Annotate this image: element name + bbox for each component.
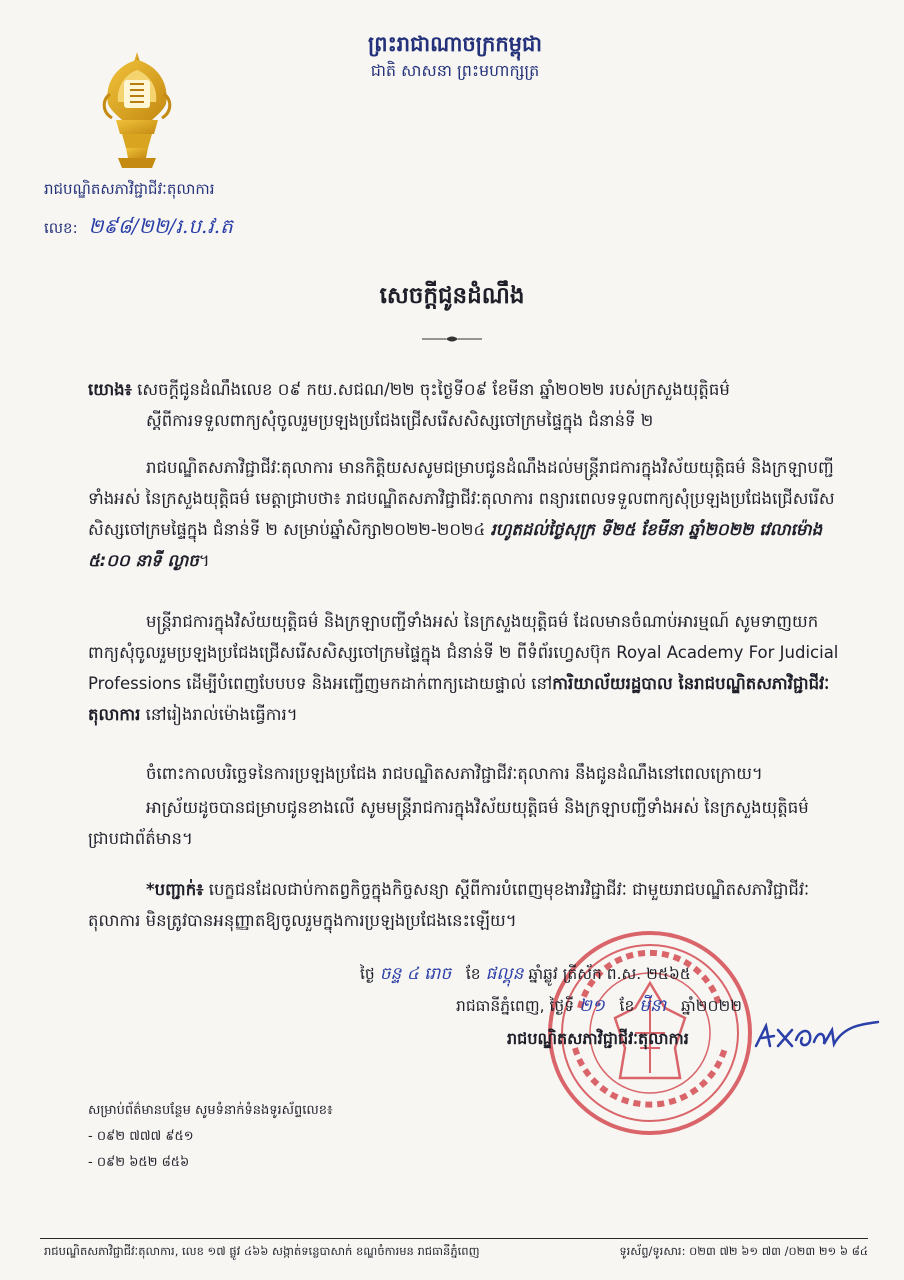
contact-phone-2: - ០៩២ ៦៥២ ៨៥៦ [88,1155,190,1170]
lunar-month-label: ខែ [465,965,481,983]
lunar-date [360,958,860,990]
note-block [88,874,840,936]
reference-block [88,374,840,436]
reference-label: យោង៖ [88,380,132,399]
reference-number-value: ២៩៨/២២/រ.ប.វ.ត [88,214,233,238]
reference-line-2: ស្តីពីការទទួលពាក្យសុំចូលរួមប្រឡងប្រជែងជ្រើសរើសសិស្សចៅក្រមផ្ទៃក្នុង ជំនាន់ទី ២ [146,411,654,430]
paragraph-4-text: អាស្រ័យដូចបានជម្រាបជូនខាងលើ សូមមន្ត្រីរាជការក្នុងវិស័យយុត្តិធម៌ និងក្រឡាបញ្ជីទាំងអស់ នៃក្រសួងយុត្តិធម៌ ជ្រាបជាព័ត៌មាន។ [88,798,809,848]
paragraph-1-text: រាជបណ្ឌិតសភាវិជ្ជាជីវៈតុលាការ មានកិត្តិយសសូមជម្រាបជូនដំណឹងដល់មន្ត្រីរាជការក្នុងវិស័យយុត្តិធម៌ និងក្រឡាបញ្ជីទាំងអស់ នៃក្រសួងយុត្តិធម៌ មេត្តាជ្រាបថា៖ រាជបណ្ឌិតសភាវិជ្ជាជីវៈតុលាការ ពន្យារពេលទទួលពាក្យសុំប្រឡងប្រជែងជ្រើសរើសសិស្សចៅក្រមផ្ទៃក្នុង ជំនាន់ទី ២ សម្រាប់ឆ្នាំសិក្សា២០២២-២០២៤ [88,458,835,539]
lunar-day: ចន្ទ ៤ រោច [379,964,452,984]
sender-name: រាជបណ្ឌិតសភាវិជ្ជាជីវៈតុលាការ [44,180,215,198]
lunar-month: ផល្គុន [485,964,524,984]
paragraph-4 [88,792,840,854]
contact-info [88,1098,333,1176]
footer-address: រាជបណ្ឌិតសភាវិជ្ជាជីវៈតុលាការ, លេខ ១៧ ផ្លូវ ៤៦៦ សង្កាត់ទន្លេបាសាក់ ខណ្ឌចំការមន រាជធានីភ្នំពេញ [44,1244,480,1258]
place-prefix: រាជធានីភ្នំពេញ, ថ្ងៃទី [456,997,575,1015]
reference-number [44,213,233,243]
note-text: បេក្ខជនដែលជាប់កាតព្វកិច្ចក្នុងកិច្ចសន្យា ស្តីពីការបំពេញមុខងារវិជ្ជាជីវៈ ជាមួយរាជបណ្ឌិតសភាវិជ្ជាជីវៈតុលាការ មិនត្រូវបានអនុញ្ញាតឱ្យចូលរួមក្នុងការប្រឡងប្រជែងនេះឡើយ។ [88,880,810,930]
contact-phone-1: - ០៩២ ៧៧៧ ៩៥១ [88,1129,194,1144]
deadline-emphasis: រហូតដល់ថ្ងៃសុក្រ ទី២៥ ខែមីនា ឆ្នាំ២០២២ វេលាម៉ោង ៥:០០ នាទី ល្ងាច [88,520,823,570]
royal-emblem-icon [96,50,178,174]
solar-month-label: ខែ [619,997,635,1015]
footer-divider [40,1238,868,1239]
page-title: សេចក្តីជូនដំណឹង [379,283,525,309]
reference-number-label: លេខ: [44,219,78,237]
footer-phone: ទូរស័ព្ទ/ទូរសារ: ០២៣ ៧២ ៦១ ៧៣ /០២៣ ២១ ៦ ៨៤ [619,1244,868,1258]
date-block [360,958,860,1022]
contact-intro: សម្រាប់ព័ត៌មានបន្ថែម សូមទំនាក់ទំនងទូរស័ព្ទលេខ៖ [88,1103,333,1118]
kingdom-name: ព្រះរាជាណាចក្រកម្ពុជា [367,32,542,56]
signature-icon [752,1016,882,1056]
paragraph-3-text: ចំពោះកាលបរិច្ឆេទនៃការប្រឡងប្រជែង រាជបណ្ឌិតសភាវិជ្ជាជីវៈតុលាការ នឹងជូនដំណឹងនៅពេលក្រោយ។ [146,764,763,783]
paragraph-2-end: នៅរៀងរាល់ម៉ោងធ្វើការ។ [140,705,298,724]
solar-year: ឆ្នាំ២០២២ [681,997,742,1015]
signer-name: រាជបណ្ឌិតសភាវិជ្ជាជីវៈតុលាការ [507,1029,689,1048]
lunar-year: ឆ្នាំឆ្លូវ ត្រីស័ក ព.ស. ២៥៦៥ [528,965,691,983]
paragraph-2-text: មន្ត្រីរាជការក្នុងវិស័យយុត្តិធម៌ និងក្រឡាបញ្ជីទាំងអស់ នៃក្រសួងយុត្តិធម៌ ដែលមានចំណាប់អារម្មណ៍ សូមទាញយកពាក្យសុំចូលរួមប្រឡងប្រជែងជ្រើសរើសសិស្សចៅក្រមផ្ទៃក្នុង ជំនាន់ទី ២ ពីទំព័រហ្វេសប៊ុក Royal Academy For Judicial Professions ដើម្បីបំពេញបែបបទ និងអញ្ជើញមកដាក់ពាក្យដោយផ្ទាល់ នៅ [88,612,839,693]
national-motto: ជាតិ សាសនា ព្រះមហាក្សត្រ [370,61,540,80]
paragraph-1 [88,452,840,576]
paragraph-1-end: ។ [198,551,210,570]
office-location: ការិយាល័យរដ្ឋបាល នៃរាជបណ្ឌិតសភាវិជ្ជាជីវៈតុលាការ [88,674,830,724]
lunar-date-prefix: ថ្ងៃ [360,965,375,983]
solar-day: ២១ [579,996,605,1016]
divider-ornament-icon [420,334,484,344]
paragraph-3 [88,758,840,789]
paragraph-2 [88,606,840,730]
kingdom-header [300,30,610,82]
note-label: *បញ្ជាក់៖ [146,880,204,899]
solar-month: មីនា [639,996,667,1016]
reference-line-1: សេចក្តីជូនដំណឹងលេខ ០៩ កយ.សជណ/២២ ចុះថ្ងៃទី០៩ ខែមីនា ឆ្នាំ២០២២ របស់ក្រសួងយុត្តិធម៌ [137,380,730,399]
